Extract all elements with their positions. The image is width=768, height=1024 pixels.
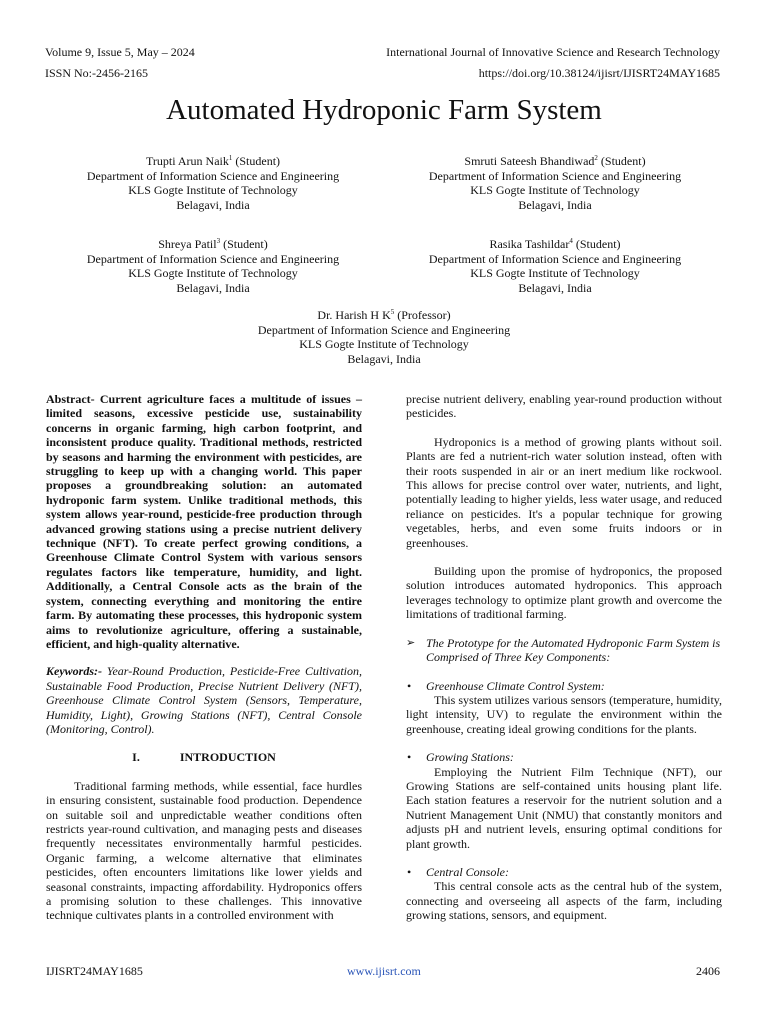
left-column	[46, 392, 362, 923]
right-column	[406, 392, 722, 923]
prototype-heading: ➢ The Prototype for the Automated Hydroponic Farm System is Comprised of Three Key Components:	[406, 635, 721, 665]
author-inst: KLS Gogte Institute of Technology	[128, 266, 298, 280]
section-number: I.	[132, 750, 140, 765]
component-text-climate: This system utilizes various sensors (temperature, humidity, light intensity, UV) to regulate the environment within the greenhouse, creating ideal growing conditions for the plants.	[406, 692, 722, 736]
author-inst: KLS Gogte Institute of Technology	[299, 337, 469, 351]
footer-site-link[interactable]: www.ijisrt.com	[347, 964, 421, 978]
page-number: 2406	[696, 964, 720, 978]
intro-continuation: precise nutrient delivery, enabling year-round production without pesticides.	[406, 392, 722, 421]
doi-link[interactable]: https://doi.org/10.38124/ijisrt/IJISRT24MAY1685	[478, 66, 720, 80]
author-name-line: Dr. Harish H $K^5$ (Professor)	[317, 308, 451, 322]
author-loc: Belagavi, India	[176, 280, 250, 295]
author-block-2	[390, 154, 720, 212]
volume-info: Volume 9, Issue 5, May – 2024	[45, 45, 195, 59]
automation-paragraph: Building upon the promise of hydroponics, the proposed solution introduces automated hydroponics. This approach leverages technology to optimize plant growth and overcome the limitations of traditional farming.	[406, 564, 722, 622]
author-loc: Belagavi, India	[347, 351, 421, 366]
footer-code: IJISRT24MAY1685	[46, 964, 143, 978]
hydroponics-paragraph: Hydroponics is a method of growing plants without soil. Plants are fed a nutrient-rich water solution instead, often with their roots suspended in air or an inert medium like rockwool. This allows for precise control over water, nutrients, and light, potentially leading to higher yields, less water usage, and reduced reliance on pesticides. It's a popular technique for growing vegetables, herbs, and even some fruits indoors or in greenhouses.	[406, 434, 722, 550]
bullet-icon: •	[407, 750, 412, 765]
keywords	[46, 664, 362, 736]
journal-name: International Journal of Innovative Science and Research Technology	[386, 45, 720, 59]
arrow-bullet-icon: ➢	[406, 635, 416, 649]
author-dept: Department of Information Science and Engineering	[428, 251, 682, 266]
component-title-console: • Central Console:	[407, 864, 509, 879]
author-inst: KLS Gogte Institute of Technology	[128, 183, 298, 197]
author-name-line: Smruti Sateesh Bhandiwad$^2$ (Student)	[464, 154, 646, 168]
author-loc: Belagavi, India	[176, 197, 250, 212]
paper-title: Automated Hydroponic Farm System	[166, 94, 602, 126]
section-title: INTRODUCTION	[179, 750, 276, 765]
author-name-line: Trupti Arun Naik$^1$ (Student)	[145, 154, 281, 168]
component-text-console: This central console acts as the central hub of the system, connecting and overseeing all aspects of the farm, including growing stations, sensors, and equipment.	[406, 879, 722, 923]
bullet-icon: •	[407, 678, 412, 693]
author-dept: Department of Information Science and Engineering	[428, 168, 682, 183]
issn: ISSN No:-2456-2165	[45, 66, 149, 80]
author-name-line: Shreya Patil$^3$ (Student)	[158, 237, 268, 251]
author-block-5	[219, 308, 549, 366]
component-title-climate: • Greenhouse Climate Control System:	[407, 678, 605, 693]
author-loc: Belagavi, India	[518, 197, 592, 212]
component-title-stations: • Growing Stations:	[407, 750, 514, 765]
author-inst: KLS Gogte Institute of Technology	[470, 183, 640, 197]
component-text-stations: Employing the Nutrient Film Technique (NFT), our Growing Stations are self-contained units housing plant life. Each station features a reservoir for the nutrient solution and a Nutrient Management Unit (NMU) that constantly monitors and adjusts pH and nutrient levels, ensuring optimal conditions for plant growth.	[406, 764, 722, 851]
author-loc: Belagavi, India	[518, 280, 592, 295]
author-block-1	[48, 154, 378, 212]
author-block-4	[390, 237, 720, 295]
author-inst: KLS Gogte Institute of Technology	[470, 266, 640, 280]
author-dept: Department of Information Science and Engineering	[86, 168, 340, 183]
author-block-3	[48, 237, 378, 295]
bullet-icon: •	[407, 864, 412, 879]
abstract: Abstract- Current agriculture faces a multitude of issues – limited seasons, excessive pesticide use, sustainability concerns in organic farming, high carbon footprint, and inconsistent produce quality. Traditional methods, restricted by seasons and harming the environment with pesticides, are struggling to keep up with a changing world. This paper proposes a groundbreaking solution: an automated hydroponic farm system. Unlike traditional methods, this system allows year-round, pesticide-free production through advanced growing stations using a precise nutrient delivery technique (NFT). To create perfect growing conditions, a Greenhouse Climate Control System with various sensors regulates factors like temperature, humidity, and light. Additionally, a Central Console acts as the brain of the system, connecting everything and monitoring the entire farm. By automating these processes, this hydroponic system aims to revolutionize agriculture, offering a sustainable, efficient, and high-quality alternative.	[46, 392, 362, 651]
keywords-text: Year-Round Production, Pesticide-Free Cultivation, Sustainable Food Production, Precise Nutrient Delivery (NFT), Greenhouse Climate Control System (Sensors, Temperature, Humidity, Light), Growing Stations (NFT), Central Console (Monitoring, Control).	[46, 664, 362, 736]
keywords-label: Keywords:-	[46, 664, 102, 679]
intro-paragraph: Traditional farming methods, while essential, face hurdles in ensuring consistent, sustainable food production. Dependence on suitable soil and unpredictable weather conditions often restricts year-round cultivation, and managing pests and diseases frequently necessitates environmentally harmful pesticides. Organic farming, a welcome alternative that eliminates pesticides, often encounters limitations like lower yields and seasonal constraints, impacting affordability. Hydroponics offers a promising solution to these challenges. This innovative technique cultivates plants in a controlled environment with	[46, 778, 362, 923]
section-heading-introduction	[46, 750, 362, 764]
author-name-line: Rasika Tashildar$^4$ (Student)	[489, 237, 621, 251]
author-dept: Department of Information Science and Engineering	[86, 251, 340, 266]
author-dept: Department of Information Science and Engineering	[257, 322, 511, 337]
